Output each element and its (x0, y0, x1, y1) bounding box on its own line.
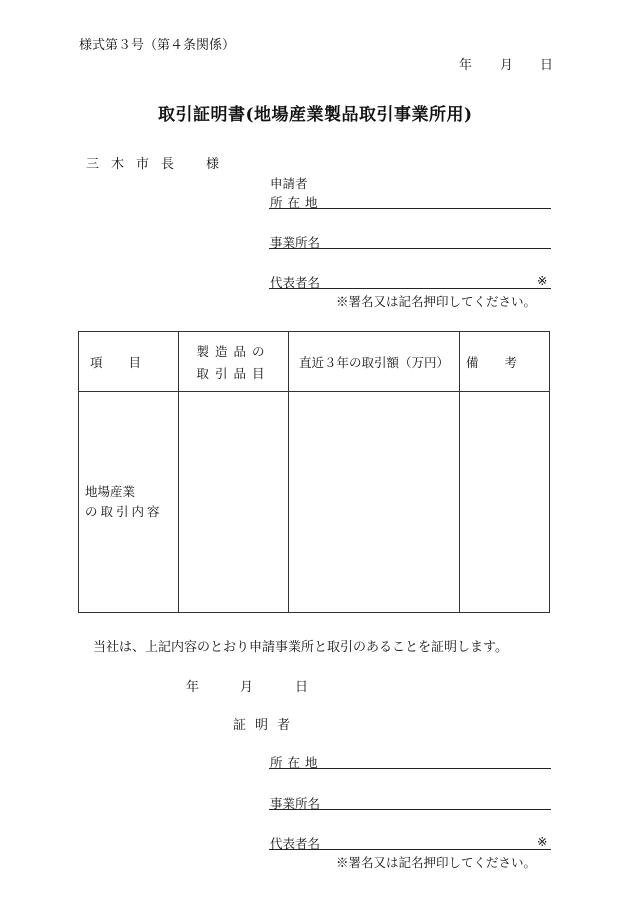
certifier-mark: ※ (537, 834, 548, 849)
header-products-line1: 製造品の (196, 343, 271, 359)
applicant-office-label: 事業所名 (270, 235, 321, 250)
applicant-address-label: 所在地 (270, 195, 323, 210)
cell-products[interactable] (179, 392, 289, 613)
form-number: 様式第３号（第４条関係） (79, 38, 236, 53)
applicant-rep-label: 代表者名 (270, 275, 321, 290)
applicant-address-line[interactable] (269, 208, 551, 209)
addressee-name: 三木市長 (86, 157, 187, 172)
certifier-office-line[interactable] (269, 809, 551, 810)
header-amount: 直近３年の取引額（万円） (289, 332, 460, 392)
applicant-mark: ※ (537, 273, 548, 288)
row-label-line1: 地場産業 (85, 484, 136, 499)
date-bottom-month: 月 (240, 680, 254, 695)
certifier-heading: 証明者 (233, 718, 300, 733)
cell-amount[interactable] (289, 392, 460, 613)
date-bottom-day: 日 (295, 680, 309, 695)
applicant-rep-line[interactable] (269, 288, 551, 289)
certifier-address-line[interactable] (269, 768, 551, 769)
certifier-note: ※署名又は記名押印してください。 (336, 855, 537, 870)
applicant-heading: 申請者 (270, 176, 308, 191)
row-label (79, 392, 179, 613)
cell-remarks[interactable] (460, 392, 550, 613)
transaction-table (78, 331, 550, 613)
header-products (179, 332, 289, 392)
applicant-office-line[interactable] (269, 248, 551, 249)
date-top-year: 年 (459, 58, 473, 73)
certifier-address-label: 所在地 (270, 755, 323, 770)
header-remarks: 備考 (460, 332, 550, 392)
header-item: 項目 (79, 332, 179, 392)
certifier-rep-line[interactable] (269, 849, 551, 850)
date-top-day: 日 (540, 58, 554, 73)
date-top-month: 月 (500, 58, 514, 73)
applicant-note: ※署名又は記名押印してください。 (336, 294, 537, 309)
header-products-line2: 取引品目 (196, 365, 271, 381)
addressee-honorific: 様 (206, 157, 220, 172)
certifier-office-label: 事業所名 (270, 796, 321, 811)
row-label-line2: の取引内容 (85, 504, 163, 519)
certifier-rep-label: 代表者名 (270, 836, 321, 851)
document-title: 取引証明書(地場産業製品取引事業所用) (158, 105, 473, 125)
certification-text: 当社は、上記内容のとおり申請事業所と取引のあることを証明します。 (93, 640, 508, 655)
date-bottom-year: 年 (186, 680, 200, 695)
